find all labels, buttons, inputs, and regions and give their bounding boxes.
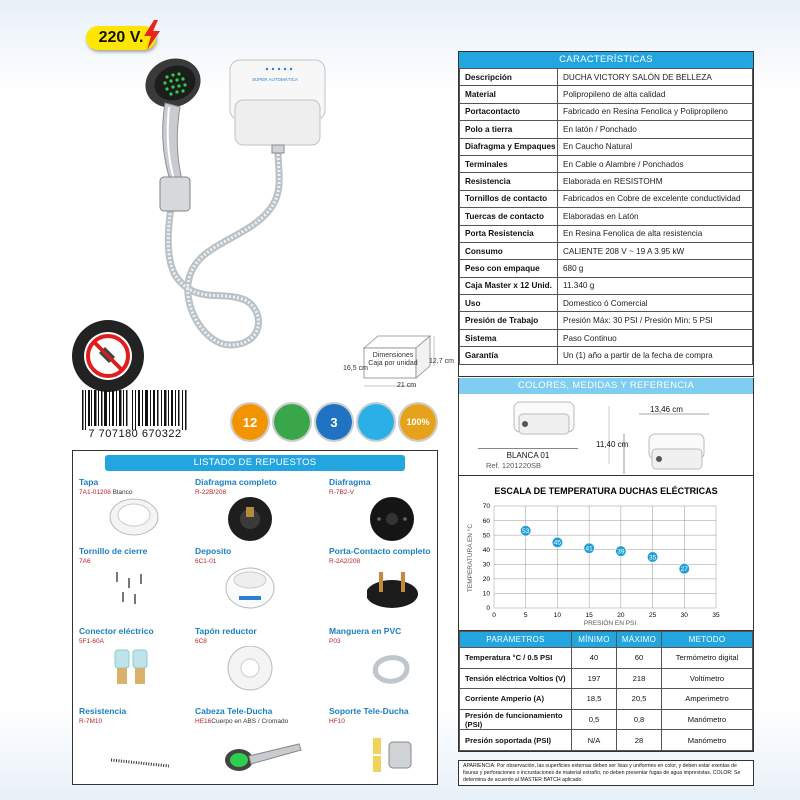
height-label: 12,7 cm (429, 358, 454, 365)
characteristics-row (460, 173, 753, 190)
chart-x-tick: 10 (553, 612, 562, 619)
spare-part-item (79, 477, 199, 555)
characteristic-key: Descripción (460, 69, 558, 86)
characteristic-key: Tuercas de contacto (460, 208, 558, 225)
spare-part-title: Conector eléctrico (79, 626, 154, 636)
characteristic-value: En Cable o Alambre / Ponchados (558, 155, 753, 172)
spare-part-code: 5F1-60A (79, 638, 104, 645)
spare-part-image (367, 566, 447, 612)
characteristics-row (460, 208, 753, 225)
parameter-cell: 0,8 (617, 709, 662, 730)
parameter-cell: 28 (617, 730, 662, 751)
spare-part-code: R-22B/208 (195, 489, 227, 496)
color-name: BLANCA 01 (478, 448, 578, 460)
characteristics-row (460, 69, 753, 86)
barcode (80, 390, 188, 430)
parameters-table (459, 631, 753, 751)
spare-part-image (225, 566, 305, 612)
parameter-row (460, 689, 753, 710)
parameter-cell: Voltímetro (662, 668, 753, 689)
characteristics-row (460, 295, 753, 312)
param-header-2: MÁXIMO (617, 632, 662, 648)
seal-12-icon: 12 (230, 402, 270, 442)
chart-point-label: 45 (553, 539, 562, 547)
spare-part-title: Soporte Tele-Ducha (329, 706, 409, 716)
seal-100-icon: 100% (398, 402, 438, 442)
spare-part-image (367, 734, 447, 780)
spare-part-image (109, 566, 189, 612)
spare-part-title: Tornillo de cierre (79, 546, 148, 556)
characteristic-key: Terminales (460, 155, 558, 172)
characteristics-row (460, 277, 753, 294)
spare-part-code: 6C1-01 (195, 558, 217, 565)
colors-title: COLORES, MEDIDAS Y REFERENCIA (459, 378, 753, 394)
parameter-row (460, 709, 753, 730)
parameter-cell: 18,5 (572, 689, 617, 710)
spare-part-title: Porta-Contacto completo (329, 546, 431, 556)
characteristic-key: Tornillos de contacto (460, 190, 558, 207)
color-ref: Ref. 1201220SB (486, 461, 542, 470)
chart-point-label: 41 (585, 545, 593, 553)
chart-y-tick: 10 (482, 590, 490, 598)
spare-part-code: HF10 (329, 718, 345, 725)
spare-part-image (225, 734, 305, 780)
spare-part-item (79, 706, 199, 784)
color-height-label: 11,40 cm (596, 440, 629, 449)
characteristic-key: Garantía (460, 347, 558, 364)
spare-part-image (109, 646, 189, 692)
characteristic-key: Peso con empaque (460, 260, 558, 277)
spare-part-title: Manguera en PVC (329, 626, 402, 636)
parameter-cell: Temperatura °C / 0.5 PSI (460, 648, 572, 669)
characteristic-value: En Resina Fenolica de alta resistencia (558, 225, 753, 242)
seal-water-icon (356, 402, 396, 442)
parameter-cell: Amperimetro (662, 689, 753, 710)
spare-part-item (329, 546, 449, 624)
parameter-row (460, 648, 753, 669)
chart-title: ESCALA DE TEMPERATURA DUCHAS ELÉCTRICAS (494, 486, 718, 496)
spare-part-item (195, 706, 315, 784)
parameter-cell: N/A (572, 730, 617, 751)
parameter-row (460, 730, 753, 751)
param-header-1: MÍNIMO (572, 632, 617, 648)
spare-part-item (195, 626, 315, 704)
spare-part-image (225, 497, 305, 543)
chart-x-tick: 5 (523, 612, 528, 619)
spare-part-image (109, 734, 189, 780)
param-header-0: PARÁMETROS (460, 632, 572, 648)
spare-part-code: 7A1-01208 Blanco (79, 489, 133, 496)
characteristic-key: Presión de Trabajo (460, 312, 558, 329)
characteristic-value: Elaborada en RESISTOHM (558, 173, 753, 190)
seal-green-icon (272, 402, 312, 442)
characteristics-row (460, 260, 753, 277)
seal-3-icon: 3 (314, 402, 354, 442)
characteristics-row (460, 86, 753, 103)
chart-x-tick: 30 (680, 612, 688, 619)
spare-part-code: R-7M10 (79, 718, 103, 725)
spare-part-code: 6C8 (195, 638, 207, 645)
chart-point-label: 39 (617, 548, 625, 556)
characteristic-key: Consumo (460, 242, 558, 259)
parameters-panel (458, 631, 754, 752)
characteristics-row (460, 347, 753, 364)
characteristics-row (460, 190, 753, 207)
characteristic-value: Domestico ó Comercial (558, 295, 753, 312)
chart-point-label: 53 (522, 528, 530, 536)
chart-y-tick: 70 (482, 503, 490, 511)
characteristic-value: Un (1) año a partir de la fecha de compra (558, 347, 753, 364)
spare-part-code: HE16Cuerpo en ABS / Cromado (195, 718, 289, 725)
param-header-3: METODO (662, 632, 753, 648)
parameter-cell: Termómetro digital (662, 648, 753, 669)
characteristics-title: CARACTERÍSTICAS (459, 52, 753, 68)
chart-y-tick: 40 (482, 546, 490, 554)
parameter-cell: 0,5 (572, 709, 617, 730)
spare-parts-panel (72, 450, 438, 785)
width-label: 21 cm (397, 382, 417, 389)
parameter-cell: Manómetro (662, 709, 753, 730)
appearance-note: APARIENCIA: Por observación, las superficies externas deben ser lisas y uniformes en color, y deben estar exentas de fisuras y perforaciones o incrustaciones de material extraño, no deben presentar fugas de agua imprevistas. COLOR: Se determina de acuerdo al MASTER BATCH aplicado. (458, 760, 754, 786)
spare-part-code: R-2A2/208 (329, 558, 361, 565)
spare-part-code: 7A6 (79, 558, 91, 565)
parameter-cell: Corriente Amperio (A) (460, 689, 572, 710)
dimensions-label: Dimensiones Caja por unidad (368, 352, 418, 368)
chart-y-tick: 0 (486, 605, 490, 613)
chart-point-label: 35 (648, 554, 657, 562)
spare-part-item (195, 477, 315, 555)
chart-x-tick: 25 (648, 612, 657, 619)
spare-part-title: Tapa (79, 477, 99, 487)
spare-part-item (79, 626, 199, 704)
characteristic-key: Material (460, 86, 558, 103)
temperature-chart (458, 478, 754, 628)
prohibited-installation-icon (70, 318, 146, 394)
spare-part-title: Deposito (195, 546, 232, 556)
spare-part-title: Resistencia (79, 706, 127, 716)
characteristic-key: Caja Master x 12 Unid. (460, 277, 558, 294)
spare-part-item (329, 477, 449, 555)
spare-part-title: Diafragma (329, 477, 371, 487)
chart-x-tick: 20 (617, 612, 625, 619)
spare-parts-title: LISTADO DE REPUESTOS (105, 455, 405, 471)
chart-x-tick: 15 (585, 612, 593, 619)
characteristic-value: DUCHA VICTORY SALÓN DE BELLEZA (558, 69, 753, 86)
barcode-number: 7 707180 670322 (88, 428, 182, 440)
chart-y-tick: 60 (482, 517, 490, 525)
characteristic-value: Polipropileno de alta calidad (558, 86, 753, 103)
parameter-cell: Manómetro (662, 730, 753, 751)
characteristics-row (460, 138, 753, 155)
chart-y-tick: 20 (482, 576, 490, 584)
spare-part-image (225, 646, 305, 692)
characteristic-value: 11.340 g (558, 277, 753, 294)
parameter-cell: Presión de funcionamiento (PSI) (460, 709, 572, 730)
chart-y-label: TEMPERATURA EN °C (467, 523, 474, 593)
characteristics-row (460, 155, 753, 172)
characteristics-table (459, 68, 753, 365)
characteristics-row (460, 121, 753, 138)
characteristic-value: En latón / Ponchado (558, 121, 753, 138)
product-illustration (135, 45, 380, 365)
parameter-row (460, 668, 753, 689)
characteristic-key: Uso (460, 295, 558, 312)
characteristic-value: Elaboradas en Latón (558, 208, 753, 225)
characteristic-value: Fabricado en Resina Fenolica y Polipropileno (558, 103, 753, 120)
voltage-badge: 220 V. (86, 26, 156, 50)
characteristic-key: Sistema (460, 329, 558, 346)
depth-label: 16,5 cm (343, 365, 368, 372)
characteristic-value: Fabricados en Cobre de excelente conductividad (558, 190, 753, 207)
spare-part-image (367, 646, 447, 692)
spare-part-title: Tapón reductor (195, 626, 257, 636)
chart-y-tick: 50 (482, 532, 490, 540)
characteristics-row (460, 242, 753, 259)
characteristic-key: Resistencia (460, 173, 558, 190)
characteristic-value: Paso Continuo (558, 329, 753, 346)
parameter-cell: 197 (572, 668, 617, 689)
color-width-label: 13,46 cm (650, 405, 683, 414)
characteristics-row (460, 103, 753, 120)
spare-part-title: Cabeza Tele-Ducha (195, 706, 273, 716)
spare-part-item (329, 626, 449, 704)
parameter-cell: 40 (572, 648, 617, 669)
chart-point-label: 27 (680, 565, 688, 573)
spare-part-item (79, 546, 199, 624)
spare-part-item (329, 706, 449, 784)
parameter-cell: 20,5 (617, 689, 662, 710)
characteristic-key: Portacontacto (460, 103, 558, 120)
spare-part-code: R-7B2-V (329, 489, 354, 496)
spare-part-title: Diafragma completo (195, 477, 277, 487)
spare-part-item (195, 546, 315, 624)
spare-part-code: P03 (329, 638, 341, 645)
characteristic-value: 680 g (558, 260, 753, 277)
characteristic-key: Polo a tierra (460, 121, 558, 138)
product-brand-text: SUPER AUTOMÁTICA (252, 77, 298, 82)
characteristics-row (460, 312, 753, 329)
chart-x-tick: 0 (492, 612, 496, 619)
chart-y-tick: 30 (482, 561, 490, 569)
parameter-cell: 60 (617, 648, 662, 669)
characteristic-value: En Caucho Natural (558, 138, 753, 155)
characteristic-value: CALIENTE 208 V ~ 19 A 3.95 kW (558, 242, 753, 259)
parameter-cell: Tensión eléctrica Voltios (V) (460, 668, 572, 689)
characteristic-value: Presión Máx: 30 PSI / Presión Mín: 5 PSI (558, 312, 753, 329)
spare-part-image (367, 497, 447, 543)
spare-part-image (109, 497, 189, 543)
chart-x-tick: 35 (712, 612, 720, 619)
characteristic-key: Porta Resistencia (460, 225, 558, 242)
characteristics-row (460, 329, 753, 346)
chart-x-label: PRESIÓN EN PSI (583, 620, 637, 627)
characteristics-panel (458, 51, 754, 377)
characteristic-key: Diafragma y Empaques (460, 138, 558, 155)
parameter-cell: 218 (617, 668, 662, 689)
parameter-cell: Presión soportada (PSI) (460, 730, 572, 751)
characteristics-row (460, 225, 753, 242)
